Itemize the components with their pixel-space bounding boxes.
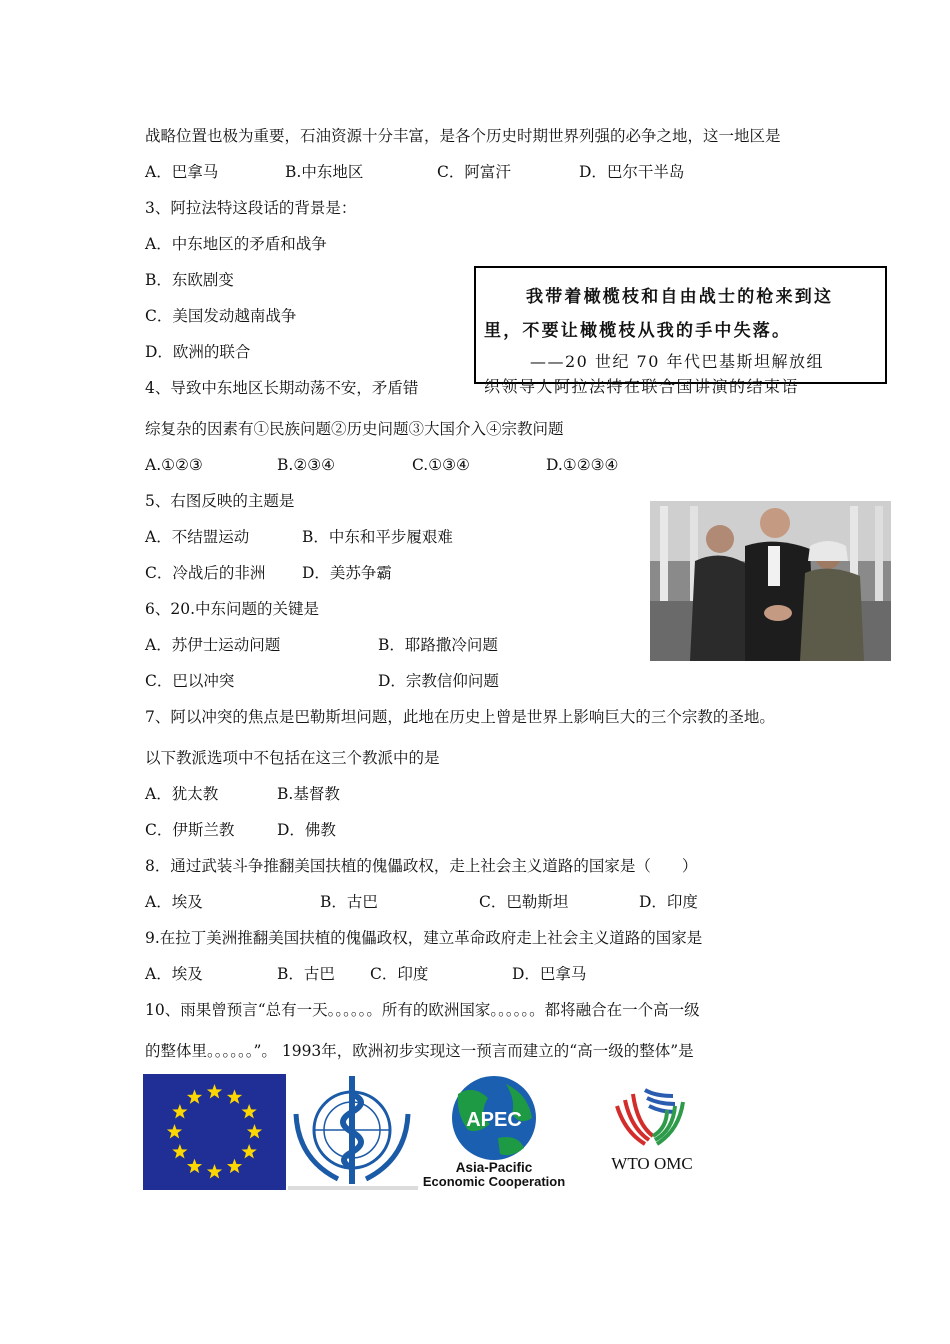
q8-option-c: C．巴勒斯坦 bbox=[479, 893, 569, 911]
question-4-stem-continued: 综复杂的因素有①民族问题②历史问题③大国介入④宗教问题 bbox=[145, 420, 564, 438]
q6-option-d: D．宗教信仰问题 bbox=[378, 672, 499, 690]
wto-logo bbox=[595, 1074, 710, 1190]
q2-option-c: C．阿富汗 bbox=[437, 163, 511, 181]
question-3-stem: 3、阿拉法特这段话的背景是： bbox=[145, 199, 357, 217]
q5-option-d: D．美苏争霸 bbox=[302, 564, 392, 582]
q5-option-b: B．中东和平步履艰难 bbox=[302, 528, 453, 546]
q9-option-a: A．埃及 bbox=[145, 965, 203, 983]
question-9-stem: 9.在拉丁美洲推翻美国扶植的傀儡政权，建立革命政府走上社会主义道路的国家是 bbox=[145, 929, 703, 947]
q8-option-d: D．印度 bbox=[639, 893, 698, 911]
q7-option-b: B.基督教 bbox=[277, 785, 340, 803]
q8-option-b: B．古巴 bbox=[320, 893, 378, 911]
q4-option-b: B.②③④ bbox=[277, 456, 336, 474]
question-10-stem: 10、雨果曾预言“总有一天。。。。。。所有的欧洲国家。。。。。。都将融合在一个高一级 bbox=[145, 1001, 700, 1019]
apec-logo bbox=[422, 1074, 566, 1190]
apec-title: APEC bbox=[466, 1109, 522, 1131]
quote-box bbox=[474, 266, 887, 396]
question-2-stem-continued: 战略位置也极为重要，石油资源十分丰富，是各个历史时期世界列强的必争之地，这一地区是 bbox=[145, 127, 781, 145]
q4-option-c: C.①③④ bbox=[412, 456, 470, 474]
q2-option-a: A．巴拿马 bbox=[145, 163, 219, 181]
question-7-stem: 7、阿以冲突的焦点是巴勒斯坦问题，此地在历史上曾是世界上影响巨大的三个宗教的圣地。 bbox=[145, 708, 775, 726]
apec-subtitle-2: Economic Cooperation bbox=[422, 1174, 566, 1189]
q4-option-a: A.①②③ bbox=[145, 456, 203, 474]
q7-option-a: A．犹太教 bbox=[145, 785, 219, 803]
quote-line-2: 里，不要让橄榄枝从我的手中失落。 bbox=[484, 321, 792, 341]
quote-line-4: 织领导人阿拉法特在联合国讲演的结束语 bbox=[484, 377, 800, 396]
q9-option-c: C．印度 bbox=[370, 965, 429, 983]
q9-option-d: D．巴拿马 bbox=[512, 965, 587, 983]
q2-option-b: B.中东地区 bbox=[285, 163, 364, 181]
handshake-photo bbox=[650, 501, 891, 661]
who-logo bbox=[288, 1074, 418, 1190]
q3-option-a: A．中东地区的矛盾和战争 bbox=[145, 235, 327, 253]
q2-option-d: D．巴尔干半岛 bbox=[579, 163, 685, 181]
q3-option-b: B．东欧剧变 bbox=[145, 271, 234, 289]
question-8-stem: 8．通过武装斗争推翻美国扶植的傀儡政权，走上社会主义道路的国家是（ ） bbox=[145, 857, 698, 875]
q3-option-c: C．美国发动越南战争 bbox=[145, 307, 297, 325]
q7-option-c: C．伊斯兰教 bbox=[145, 821, 235, 839]
question-7-stem-continued: 以下教派选项中不包括在这三个教派中的是 bbox=[145, 749, 440, 767]
q5-option-c: C．冷战后的非洲 bbox=[145, 564, 266, 582]
q8-option-a: A．埃及 bbox=[145, 893, 203, 911]
q6-option-b: B．耶路撒冷问题 bbox=[378, 636, 498, 654]
quote-line-1: 我带着橄榄枝和自由战士的枪来到这 bbox=[526, 287, 834, 307]
question-6-stem: 6、20.中东问题的关键是 bbox=[145, 600, 320, 618]
eu-flag-logo bbox=[143, 1074, 286, 1190]
q7-option-d: D．佛教 bbox=[277, 821, 336, 839]
question-4-stem: 4、导致中东地区长期动荡不安，矛盾错 bbox=[145, 379, 419, 397]
q5-option-a: A．不结盟运动 bbox=[145, 528, 250, 546]
wto-label: WTO OMC bbox=[611, 1154, 693, 1173]
q3-option-d: D．欧洲的联合 bbox=[145, 343, 251, 361]
q4-option-d: D.①②③④ bbox=[546, 456, 619, 474]
q6-option-a: A．苏伊士运动问题 bbox=[145, 636, 281, 654]
q6-option-c: C．巴以冲突 bbox=[145, 672, 235, 690]
q9-option-b: B．古巴 bbox=[277, 965, 335, 983]
question-5-stem: 5、右图反映的主题是 bbox=[145, 492, 295, 510]
question-10-stem-continued: 的整体里。。。。。。”。 1993年，欧洲初步实现这一预言而建立的“高一级的整体”是 bbox=[145, 1042, 694, 1060]
apec-subtitle-1: Asia-Pacific bbox=[455, 1160, 533, 1175]
quote-line-3: ——20 世纪 70 年代巴基斯坦解放组 bbox=[530, 352, 824, 371]
